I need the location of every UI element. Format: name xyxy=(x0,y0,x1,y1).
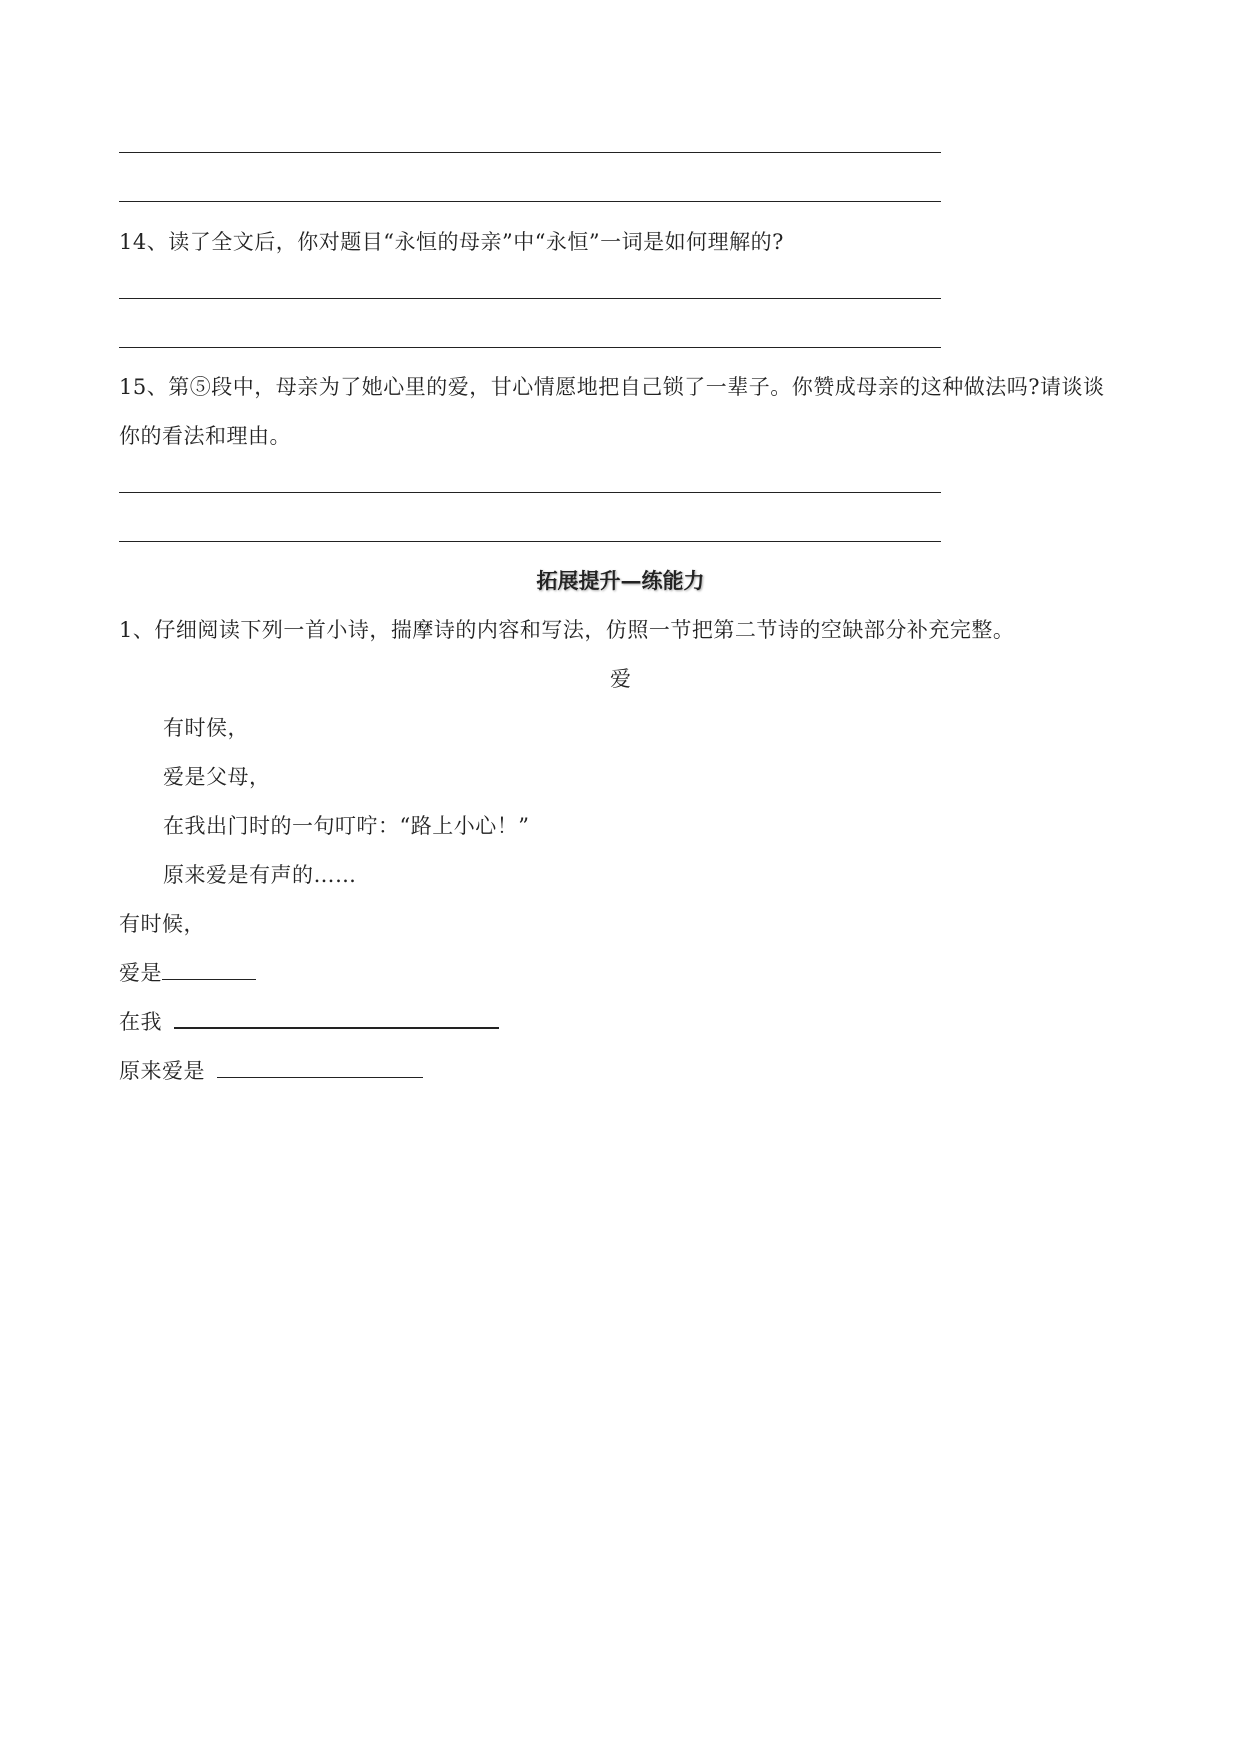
answer-line[interactable] xyxy=(119,152,941,153)
fill-blank[interactable] xyxy=(217,1059,423,1078)
fill-blank[interactable] xyxy=(162,961,256,980)
poem-fill-prefix: 爱是 xyxy=(119,961,162,985)
poem-line: 有时侯， xyxy=(163,716,249,740)
question-15-line1: 15、第⑤段中，母亲为了她心里的爱，甘心情愿地把自己锁了一辈子。你赞成母亲的这种做法吗?请谈谈 xyxy=(119,375,1105,399)
question-14: 14、读了全文后，你对题目“永恒的母亲”中“永恒”一词是如何理解的? xyxy=(119,230,784,254)
section-title: 拓展提升—练能力 xyxy=(536,568,705,593)
poem-fill-line: 有时候， xyxy=(119,912,205,936)
poem-line: 原来爱是有声的…… xyxy=(163,863,357,887)
poem-fill-line xyxy=(119,959,256,987)
fill-blank[interactable] xyxy=(174,1009,499,1029)
question-15-line2: 你的看法和理由。 xyxy=(119,424,291,448)
answer-line-q14[interactable] xyxy=(119,298,941,299)
answer-line[interactable] xyxy=(119,201,941,202)
poem-title: 爱 xyxy=(610,667,631,691)
poem-line: 在我出门时的一句叮咛：“路上小心！” xyxy=(163,814,530,838)
poem-fill-prefix: 原来爱是 xyxy=(119,1059,205,1083)
poem-fill-line xyxy=(119,1008,499,1036)
task-1-prompt: 1、仔细阅读下列一首小诗，揣摩诗的内容和写法，仿照一节把第二节诗的空缺部分补充完整。 xyxy=(119,618,1015,642)
poem-fill-line xyxy=(119,1057,423,1085)
poem-fill-prefix: 在我 xyxy=(119,1010,162,1034)
answer-line-q14[interactable] xyxy=(119,347,941,348)
answer-line-q15[interactable] xyxy=(119,541,941,542)
answer-line-q15[interactable] xyxy=(119,492,941,493)
poem-line: 爱是父母， xyxy=(163,765,271,789)
